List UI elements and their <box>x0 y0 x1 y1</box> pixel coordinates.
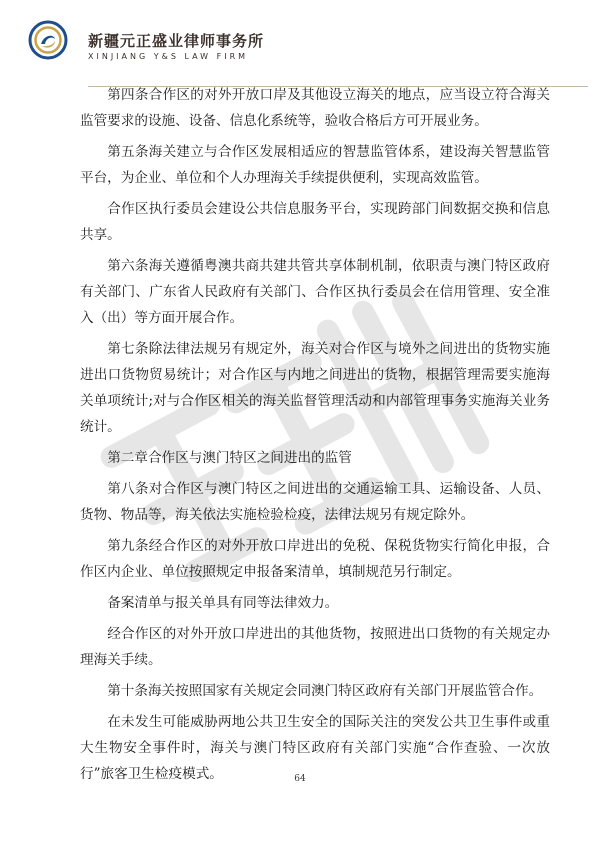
paragraph-article-6: 第六条海关遵循粤澳共商共建共管共享体制机制，依职责与澳门特区政府有关部门、广东省人民政府有关部门、合作区执行委员会在信用管理、安全准入（出）等方面开展合作。 <box>80 258 550 326</box>
paragraph-article-9: 第九条经合作区的对外开放口岸进出的免税、保税货物实行简化申报，合作区内企业、单位按照规定申报备案清单，填制规范另行制定。 <box>80 538 550 580</box>
page-header <box>28 20 588 70</box>
firm-name-cn: 新疆元正盛业律师事务所 <box>88 32 265 50</box>
page-number: 64 <box>294 774 306 784</box>
firm-name-en: XINJIANG Y&S LAW FIRM <box>88 52 249 61</box>
paragraph-article-8: 第八条对合作区与澳门特区之间进出的交通运输工具、运输设备、人员、货物、物品等，海关依法实施检验检疫，法律法规另有规定除外。 <box>80 481 550 523</box>
paragraph-article-5-cont: 合作区执行委员会建设公共信息服务平台，实现跨部门间数据交换和信息共享。 <box>80 201 550 243</box>
paragraph-article-4: 第四条合作区的对外开放口岸及其他设立海关的地点，应当设立符合海关监管要求的设施、设备、信息化系统等，验收合格后方可开展业务。 <box>80 87 550 129</box>
paragraph-article-9-cont1: 备案清单与报关单具有同等法律效力。 <box>107 595 339 611</box>
paragraph-article-5: 第五条海关建立与合作区发展相适应的智慧监管体系，建设海关智慧监管平台，为企业、单位和个人办理海关手续提供便利，实现高效监管。 <box>80 144 550 186</box>
document-body <box>80 82 550 792</box>
paragraph-article-10: 第十条海关按照国家有关规定会同澳门特区政府有关部门开展监管合作。 <box>107 683 543 699</box>
paragraph-article-9-cont2: 经合作区的对外开放口岸进出的其他货物，按照进出口货物的有关规定办理海关手续。 <box>80 626 550 668</box>
paragraph-article-10-cont: 在未发生可能威胁两地公共卫生安全的国际关注的突发公共卫生事件或重大生物安全事件时，海关与澳门特区政府有关部门实施“合作查验、一次放行”旅客卫生检疫模式。 <box>80 714 550 782</box>
firm-logo-icon <box>28 20 68 60</box>
chapter-heading-2: 第二章合作区与澳门特区之间进出的监管 <box>107 450 352 466</box>
paragraph-article-7: 第七条除法律法规另有规定外，海关对合作区与境外之间进出的货物实施进出口货物贸易统计；对合作区与内地之间进出的货物，根据管理需要实施海关单项统计;对与合作区相关的海关监督管理活动和内部管理事务实施海关业务统计。 <box>80 341 550 435</box>
